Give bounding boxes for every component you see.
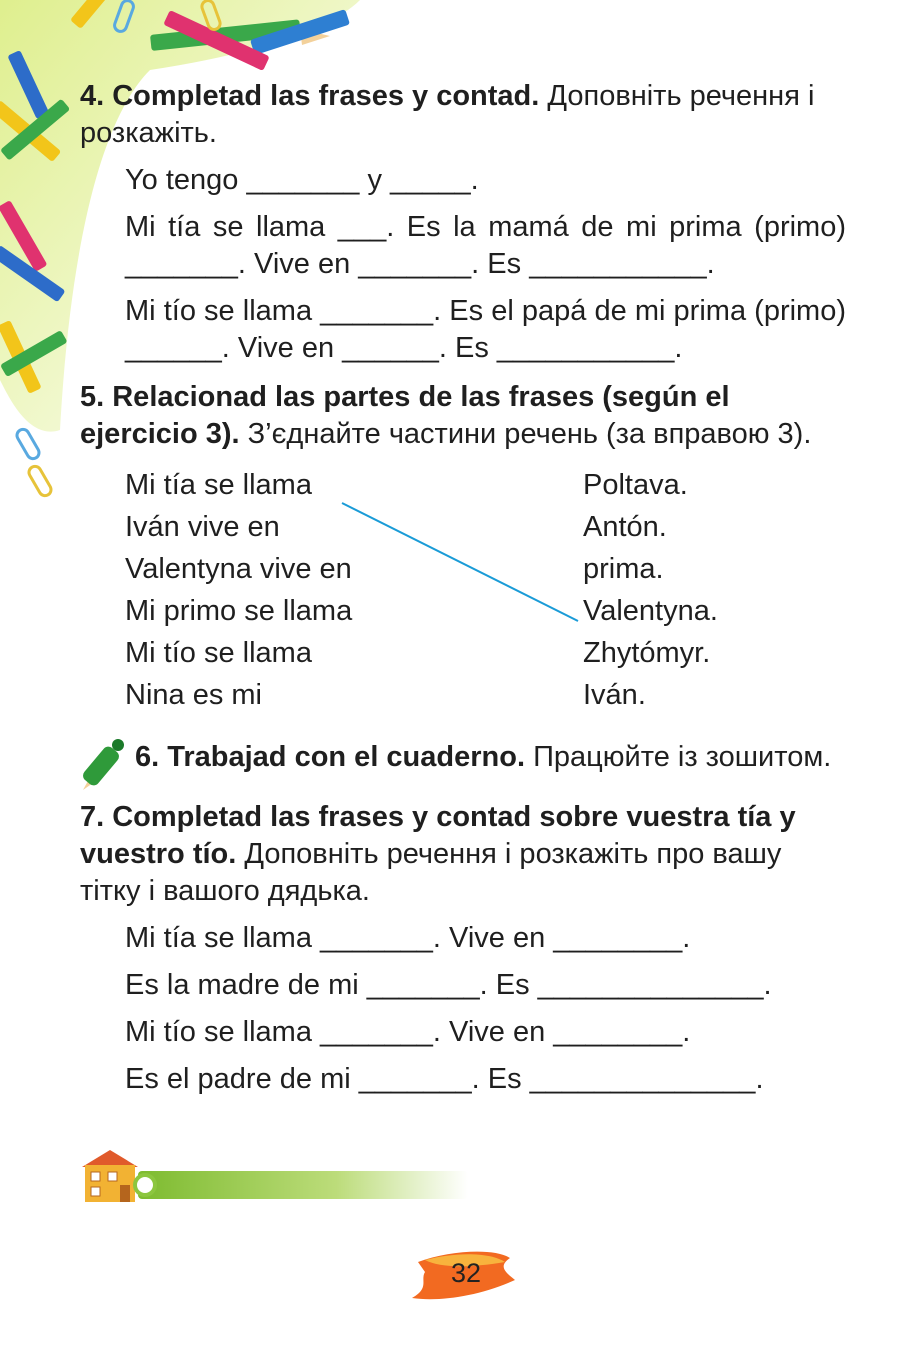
left-phrase[interactable]: Mi primo se llama <box>125 595 353 627</box>
page-number: 32 <box>451 1258 482 1288</box>
exercise-7-lines <box>125 920 846 1098</box>
house-icon <box>82 1150 138 1202</box>
left-phrase[interactable]: Mi tía se llama <box>125 469 312 501</box>
left-phrase[interactable]: Mi tío se llama <box>125 637 312 669</box>
left-phrase[interactable]: Iván vive en <box>125 511 280 543</box>
right-phrase[interactable]: prima. <box>583 553 664 585</box>
sentence: Mi tía se llama _______. Vive en ________. <box>125 922 691 954</box>
right-phrase[interactable]: Antón. <box>583 511 667 543</box>
right-phrase[interactable]: Valentyna. <box>583 595 718 627</box>
page-content <box>80 78 846 1098</box>
sentence: Es la madre de mi _______. Es ______________. <box>125 969 772 1001</box>
right-phrase[interactable]: Poltava. <box>583 469 688 501</box>
sentence: Mi tío se llama _______. Vive en ________. <box>125 1016 691 1048</box>
exercise-6-title: 6. Trabajad con el cuaderno. Працюйте із зошитом. <box>135 741 832 773</box>
exercise-4-title: 4. Completad las frases y contad. Доповніть речення і розкажіть. <box>80 80 815 149</box>
exercise-7-title: 7. Completad las frases y contad sobre vuestra tía y vuestro tío. Доповніть речення і розкажіть про вашу тітку і вашого дядька. <box>80 801 796 907</box>
exercise-5-title: 5. Relacionad las partes de las frases (según el ejercicio 3). З’єднайте частини речень (за вправою 3). <box>80 381 812 450</box>
sentence: Mi tío se llama _______. Es el papá de mi prima (primo) ______. Vive en ______. Es ___________. <box>125 295 846 364</box>
exercise-4-lines <box>125 162 846 367</box>
left-phrase[interactable]: Nina es mi <box>125 679 262 711</box>
footer-bar <box>138 1171 468 1199</box>
right-phrase[interactable]: Iván. <box>583 679 646 711</box>
sentence: Yo tengo _______ y _____. <box>125 164 479 196</box>
left-phrase[interactable]: Valentyna vive en <box>125 553 352 585</box>
right-phrase[interactable]: Zhytómyr. <box>583 637 711 669</box>
sentence: Es el padre de mi _______. Es ______________. <box>125 1063 764 1095</box>
matching-table <box>125 467 846 719</box>
sentence: Mi tía se llama ___. Es la mamá de mi prima (primo) _______. Vive en _______. Es ___________. <box>125 211 846 280</box>
